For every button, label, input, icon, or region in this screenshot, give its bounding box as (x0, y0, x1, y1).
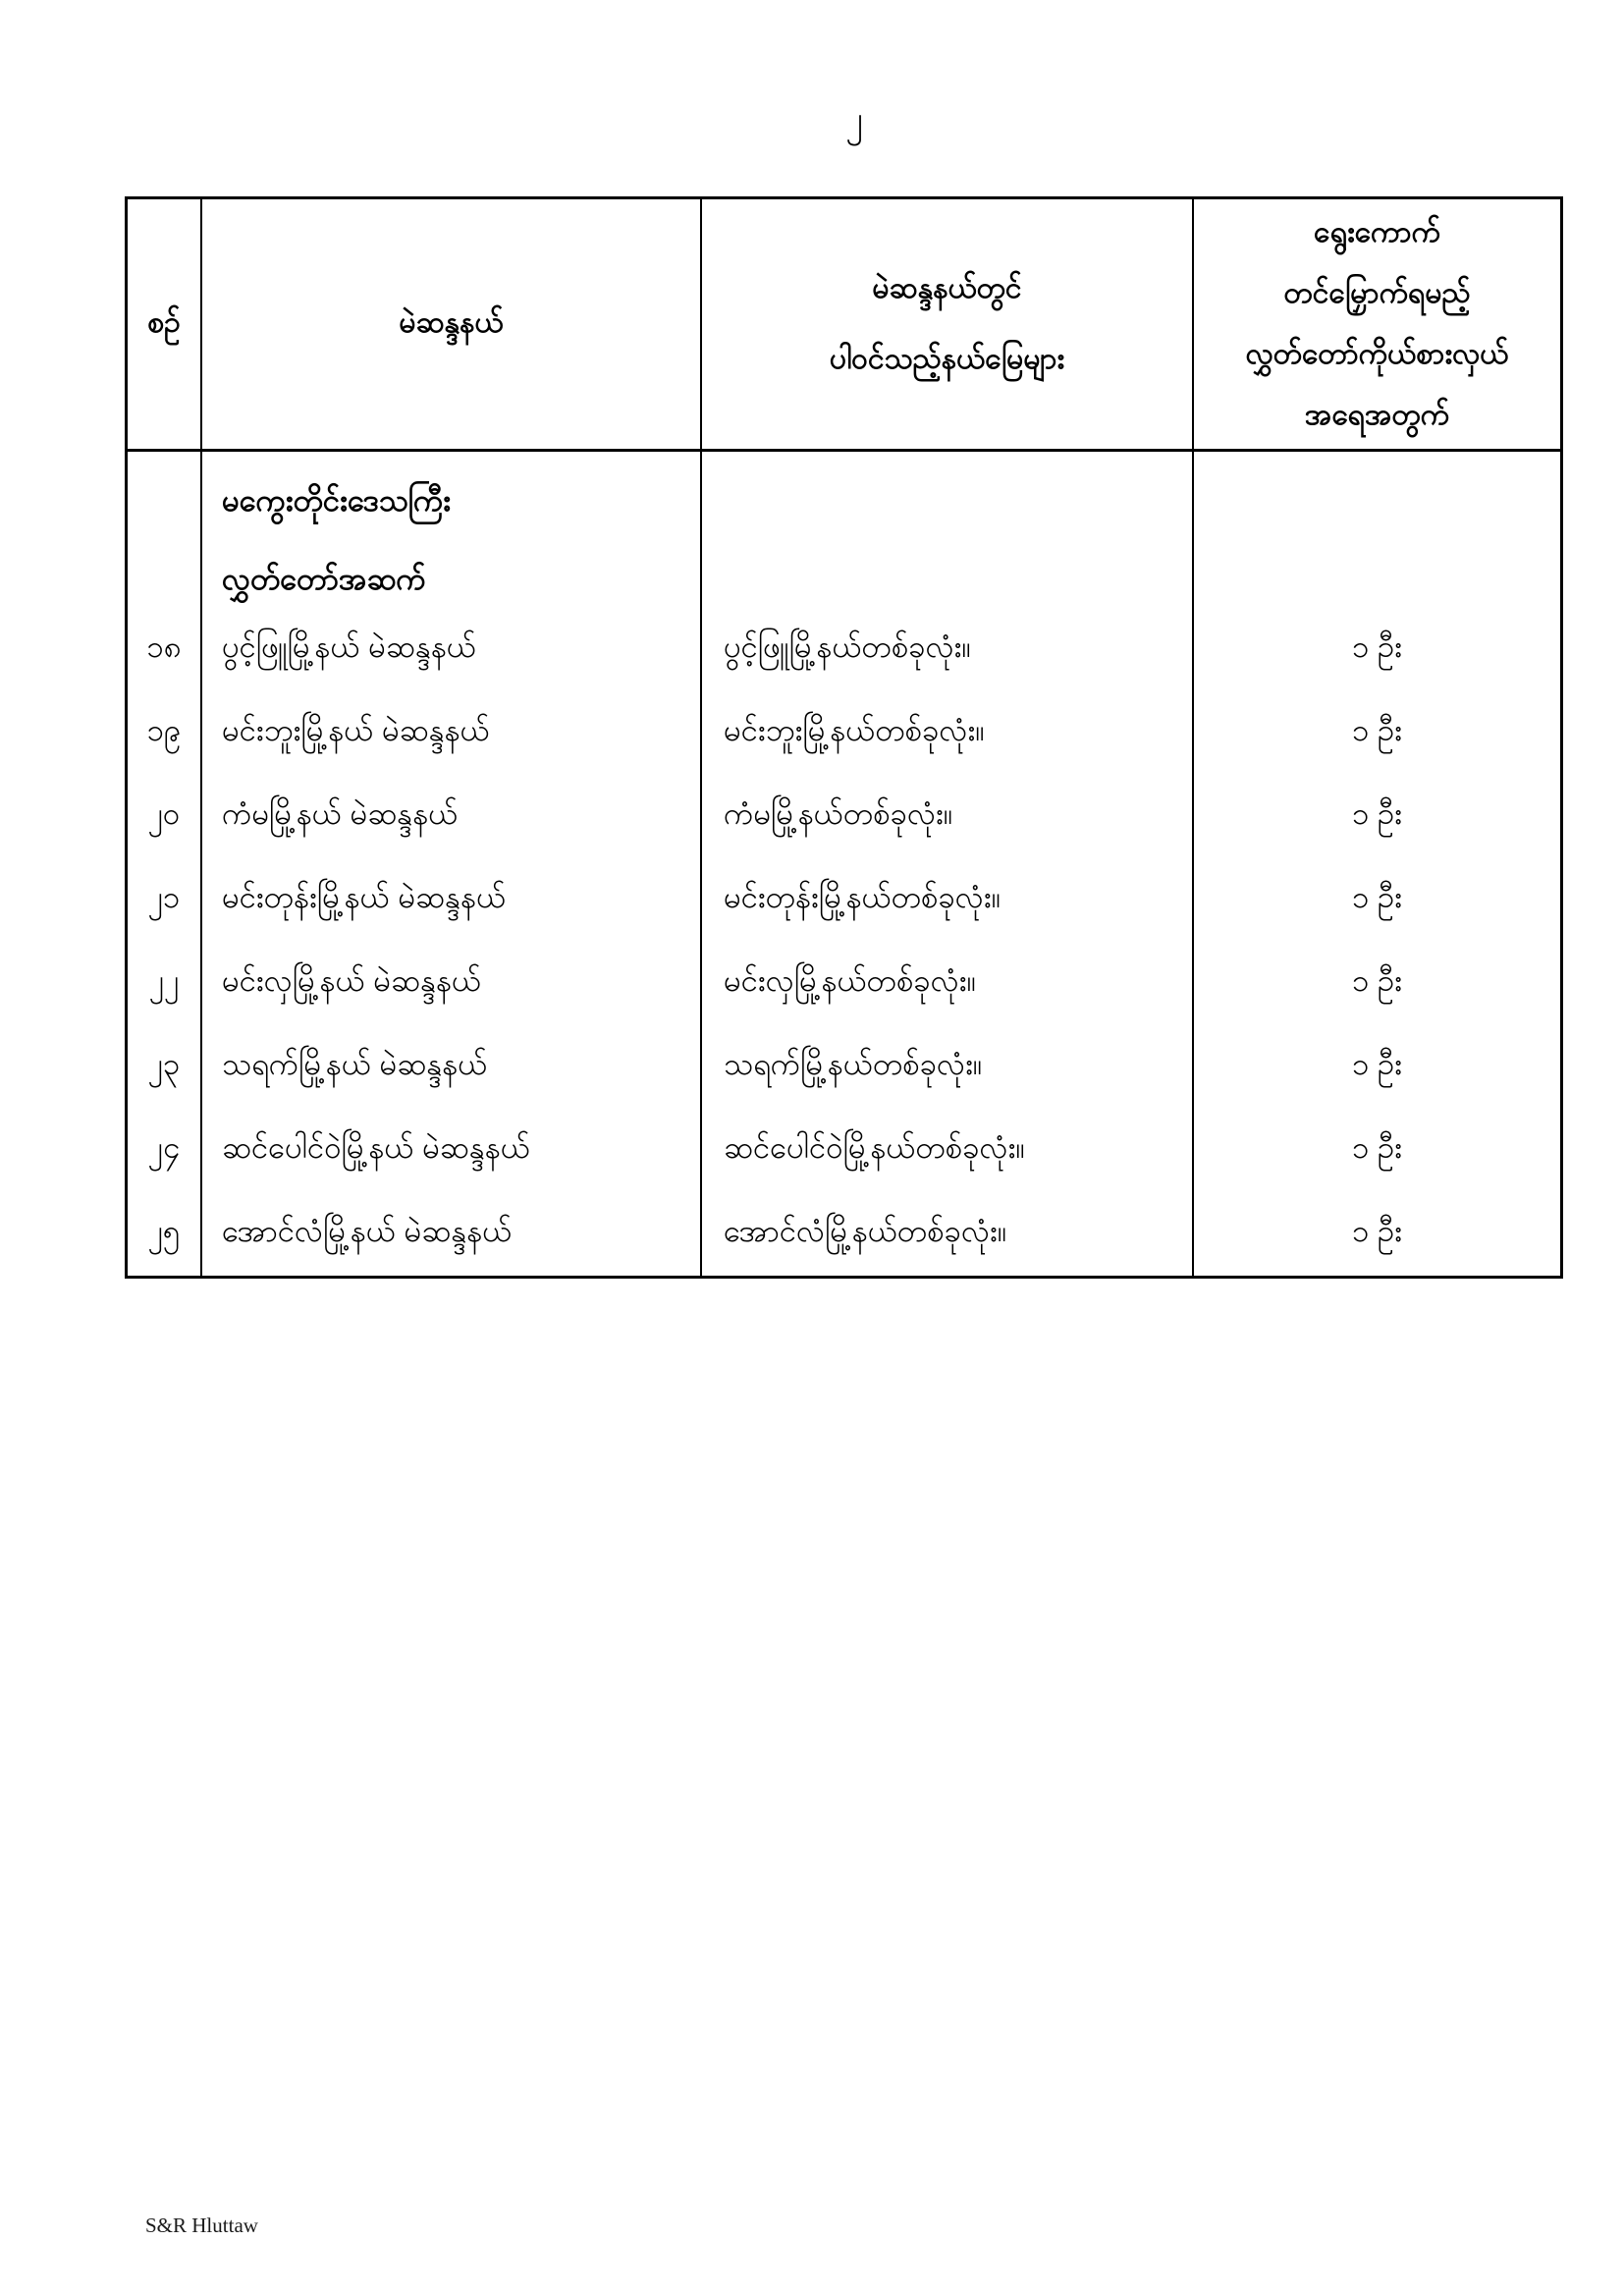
row-constituency-cell: မင်းတုန်းမြို့နယ် မဲဆန္ဒနယ် (202, 858, 702, 942)
row-areas-cell: ကံမမြို့နယ်တစ်ခုလုံး။ (702, 775, 1194, 858)
header-areas-line1: မဲဆန္ဒနယ်တွင် (872, 272, 1022, 304)
row-constituency-cell: ဆင်ပေါင်ဝဲမြို့နယ် မဲဆန္ဒနယ် (202, 1109, 702, 1192)
table-header-row (128, 199, 1560, 452)
row-number-cell: ၂၂ (128, 942, 202, 1025)
row-representatives-cell: ၁ ဦး (1351, 879, 1403, 914)
row-representatives-cell: ၁ ဦး (1351, 712, 1403, 747)
row-areas-cell: မင်းဘူးမြို့နယ်တစ်ခုလုံး။ (702, 691, 1194, 775)
header-reps-line2: တင်မြှောက်ရမည့် (1283, 277, 1471, 309)
table-body (128, 452, 1560, 1276)
section-header-cell (202, 452, 702, 608)
row-number-cell: ၂၅ (128, 1192, 202, 1276)
header-cell-constituency (202, 199, 702, 449)
header-cell-representatives (1194, 199, 1560, 449)
row-representatives-cell: ၁ ဦး (1351, 1213, 1403, 1248)
header-reps-line1: ရွေးကောက် (1313, 216, 1441, 248)
section-header-line1: မကွေးတိုင်းဒေသကြီး (222, 483, 452, 518)
row-constituency-cell: ပွင့်ဖြူမြို့နယ် မဲဆန္ဒနယ် (202, 608, 702, 691)
header-no-label: စဉ် (147, 305, 181, 339)
header-areas-line2: ပါဝင်သည့်နယ်မြေများ (829, 343, 1065, 375)
row-representatives-cell: ၁ ဦး (1351, 962, 1403, 998)
header-reps-line4: အရေအတွက် (1304, 399, 1450, 431)
row-number-cell: ၂၄ (128, 1109, 202, 1192)
row-constituency-cell: သရက်မြို့နယ် မဲဆန္ဒနယ် (202, 1025, 702, 1109)
row-number-cell: ၁၉ (128, 691, 202, 775)
row-representatives-cell: ၁ ဦး (1351, 1046, 1403, 1081)
row-areas-cell: ဆင်ပေါင်ဝဲမြို့နယ်တစ်ခုလုံး။ (702, 1109, 1194, 1192)
row-number-cell: ၂၁ (128, 858, 202, 942)
page-number: ၂ (845, 98, 863, 138)
section-header-line2: လွှတ်တော်အဆက် (222, 562, 426, 596)
section-row-count-cell (1194, 452, 1560, 608)
row-number-cell: ၂၃ (128, 1025, 202, 1109)
header-reps-line3: လွှတ်တော်ကိုယ်စားလှယ် (1245, 338, 1509, 370)
row-representatives-cell: ၁ ဦး (1351, 1129, 1403, 1165)
row-representatives-cell: ၁ ဦး (1351, 629, 1403, 664)
row-representatives-cell: ၁ ဦး (1351, 795, 1403, 831)
footer-note: S&R Hluttaw (145, 2214, 258, 2237)
row-number-cell: ၁၈ (128, 608, 202, 691)
section-row-areas-cell (702, 452, 1194, 608)
row-areas-cell: ပွင့်ဖြူမြို့နယ်တစ်ခုလုံး။ (702, 608, 1194, 691)
row-constituency-cell: ကံမမြို့နယ် မဲဆန္ဒနယ် (202, 775, 702, 858)
row-areas-cell: သရက်မြို့နယ်တစ်ခုလုံး။ (702, 1025, 1194, 1109)
row-number-cell: ၂၀ (128, 775, 202, 858)
row-constituency-cell: အောင်လံမြို့နယ် မဲဆန္ဒနယ် (202, 1192, 702, 1276)
constituency-table (125, 196, 1563, 1279)
row-constituency-cell: မင်းဘူးမြို့နယ် မဲဆန္ဒနယ် (202, 691, 702, 775)
row-areas-cell: အောင်လံမြို့နယ်တစ်ခုလုံး။ (702, 1192, 1194, 1276)
row-areas-cell: မင်းတုန်းမြို့နယ်တစ်ခုလုံး။ (702, 858, 1194, 942)
section-row-no-cell (128, 452, 202, 608)
row-areas-cell: မင်းလှမြို့နယ်တစ်ခုလုံး။ (702, 942, 1194, 1025)
header-constituency-label: မဲဆန္ဒနယ် (399, 305, 504, 339)
header-cell-no (128, 199, 202, 449)
row-constituency-cell: မင်းလှမြို့နယ် မဲဆန္ဒနယ် (202, 942, 702, 1025)
header-cell-areas (702, 199, 1194, 449)
